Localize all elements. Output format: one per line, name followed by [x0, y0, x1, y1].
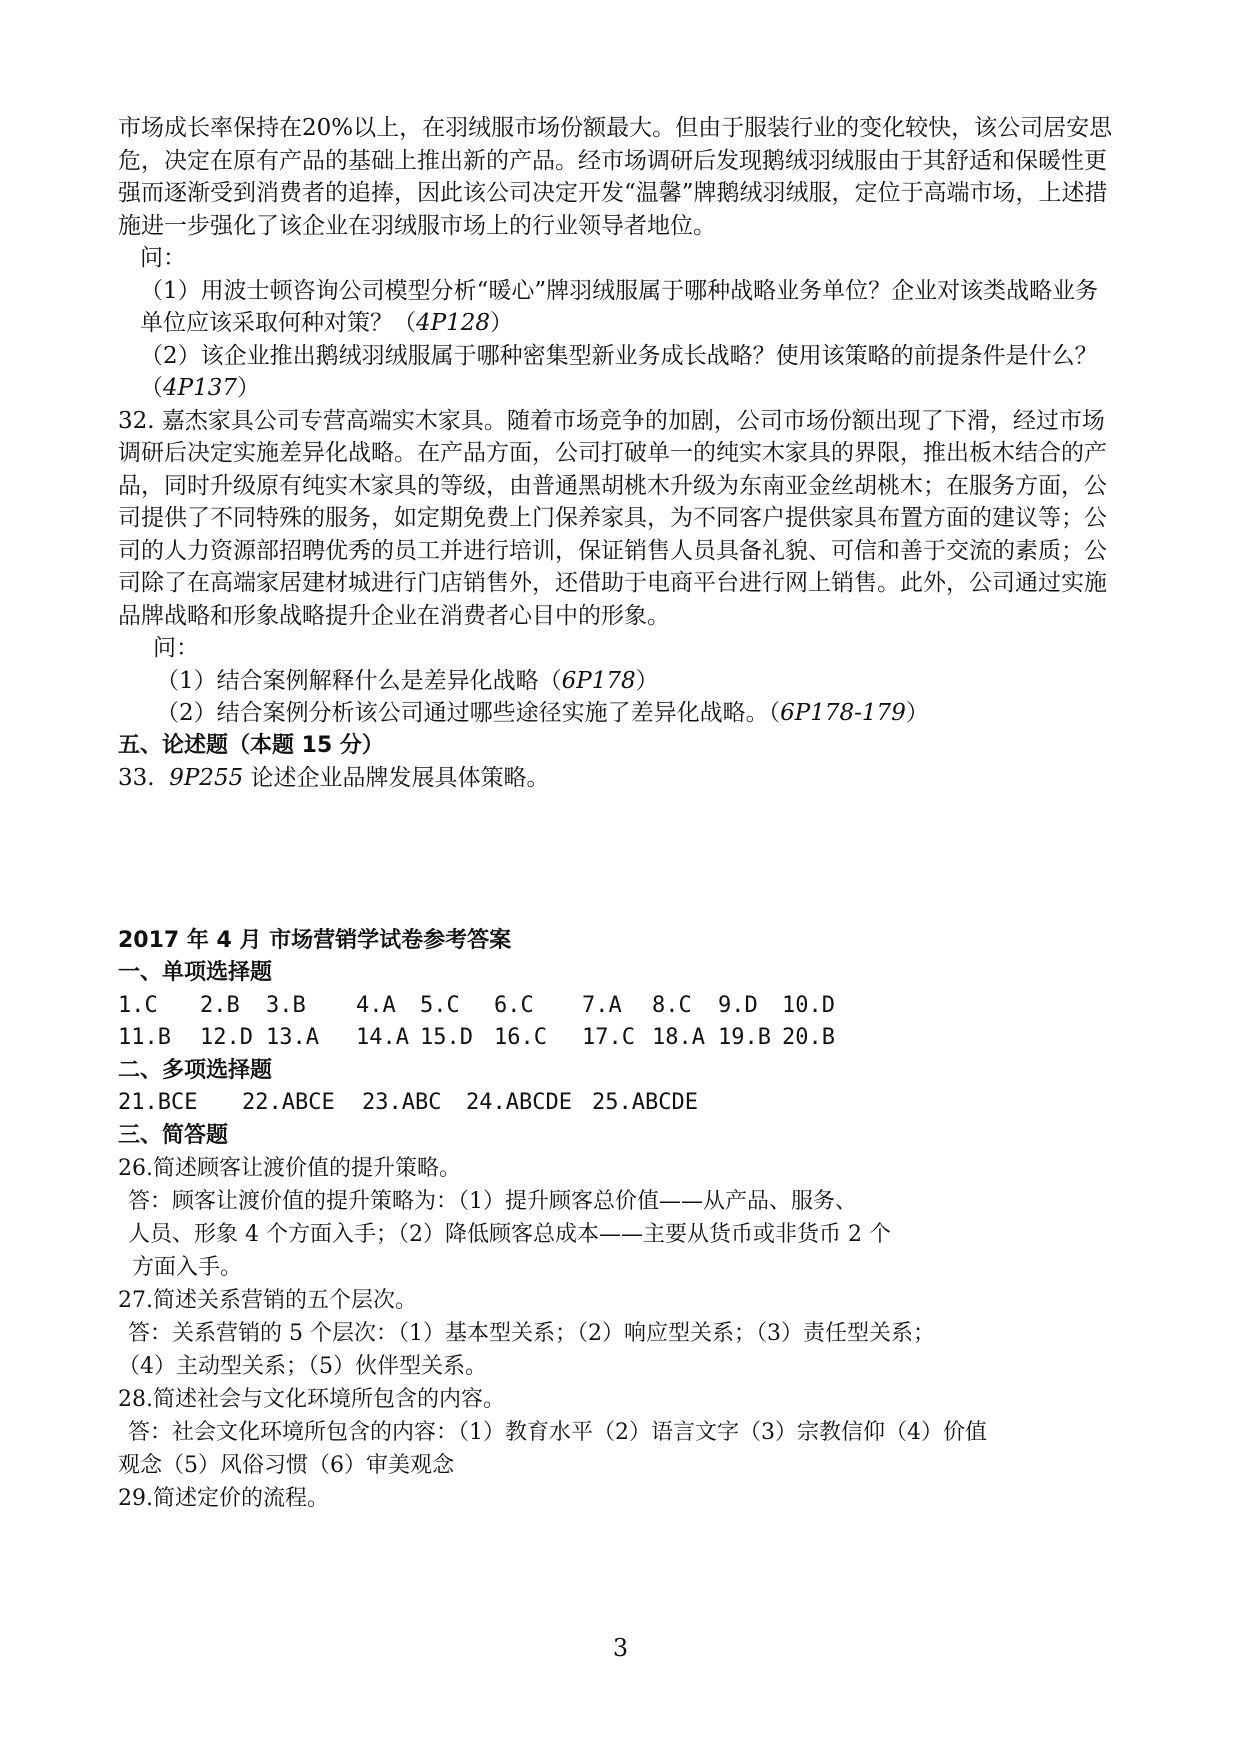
answer-item: 3.B — [266, 992, 306, 1018]
case32-question-1: （1）结合案例解释什么是差异化战略（6P178） — [156, 667, 659, 694]
answer-item: 16.C — [494, 1025, 547, 1050]
answer-row — [118, 990, 1118, 1023]
answer-row — [118, 1022, 1118, 1055]
answer-item: 23.ABC — [362, 1090, 442, 1115]
page-reference: 4P137 — [163, 375, 238, 401]
answer-item: 1.C — [118, 992, 158, 1018]
answer-28-line: 观念（5）风俗习惯（6）审美观念 — [118, 1453, 454, 1478]
answer-item: 4.A — [356, 992, 396, 1018]
question-26: 26.简述顾客让渡价值的提升策略。 — [118, 1156, 461, 1181]
answer-item: 13.A — [266, 1025, 319, 1050]
answer-27-line: 答：关系营销的 5 个层次：（1）基本型关系；（2）响应型关系；（3）责任型关系； — [128, 1321, 935, 1346]
answer-item: 24.ABCDE — [466, 1090, 572, 1115]
section-heading: 五、论述题（本题 15 分） — [118, 732, 384, 758]
page-number: 3 — [612, 1634, 629, 1662]
section-heading: 一、单项选择题 — [118, 960, 273, 985]
page-reference: 6P178 — [561, 667, 636, 694]
answer-item: 18.A — [652, 1025, 705, 1050]
answer-item: 6.C — [494, 992, 534, 1018]
page-reference: 9P255 — [169, 765, 244, 791]
answer-item: 19.B — [718, 1025, 771, 1050]
section-heading: 二、多项选择题 — [118, 1057, 273, 1083]
answer-28-line: 答：社会文化环境所包含的内容：（1）教育水平（2）语言文字（3）宗教信仰（4）价值 — [128, 1420, 987, 1445]
answer-key-title: 2017 年 4 月 市场营销学试卷参考答案 — [118, 927, 512, 953]
case31-question-1: （1）用波士顿咨询公司模型分析“暖心”牌羽绒服属于哪种战略业务单位？企业对该类战略业务单位应该采取何种对策？（4P128） — [140, 277, 1099, 336]
answer-item: 11.B — [118, 1025, 171, 1050]
answer-item: 8.C — [652, 992, 692, 1018]
answer-item: 15.D — [420, 1025, 473, 1050]
case31-ask: 问： — [140, 245, 186, 271]
document-page — [118, 112, 1118, 1515]
question-27: 27.简述关系营销的五个层次。 — [118, 1288, 417, 1313]
answer-item: 7.A — [582, 992, 622, 1018]
question-29: 29.简述定价的流程。 — [118, 1486, 329, 1511]
case31-question-2: （2）该企业推出鹅绒羽绒服属于哪种密集型新业务成长战略？使用该策略的前提条件是什么？（4P137） — [140, 342, 1098, 401]
answer-item: 14.A — [356, 1025, 409, 1050]
answer-item: 20.B — [782, 1025, 835, 1050]
case32-ask: 问： — [153, 635, 199, 661]
answer-26-line: 答：顾客让渡价值的提升策略为：（1）提升顾客总价值——从产品、服务、 — [128, 1189, 857, 1214]
answer-27-line: （4）主动型关系；（5）伙伴型关系。 — [118, 1354, 487, 1379]
answer-item: 10.D — [782, 992, 835, 1018]
section-heading: 三、简答题 — [118, 1122, 229, 1148]
answer-item: 21.BCE — [118, 1090, 198, 1115]
answer-item: 25.ABCDE — [592, 1090, 698, 1115]
answer-item: 2.B — [200, 992, 240, 1018]
answer-item: 12.D — [200, 1025, 253, 1050]
answer-item: 5.C — [420, 992, 460, 1018]
answer-row — [118, 1087, 1118, 1120]
question-33: 33. 9P255 论述企业品牌发展具体策略。 — [118, 765, 550, 791]
case32-text: 32. 嘉杰家具公司专营高端实木家具。随着市场竞争的加剧，公司市场份额出现了下滑，经过市场调研后决定实施差异化战略。在产品方面，公司打破单一的纯实木家具的界限，推出板木结合的产品，同时升级原有纯实木家具的等级，由普通黑胡桃木升级为东南亚金丝胡桃木；在服务方面，公司提供了不同特殊的服务，如定期免费上门保养家具，为不同客户提供家具布置方面的建议等；公司的人力资源部招聘优秀的员工并进行培训，保证销售人员具备礼貌、可信和善于交流的素质；公司除了在高端家居建材城进行门店销售外，还借助于电商平台进行网上销售。此外，公司通过实施品牌战略和形象战略提升企业在消费者心目中的形象。 — [118, 407, 1107, 629]
answer-item: 22.ABCE — [242, 1090, 335, 1115]
case31-text: 市场成长率保持在20%以上，在羽绒服市场份额最大。但由于服装行业的变化较快，该公司居安思危，决定在原有产品的基础上推出新的产品。经市场调研后发现鹅绒羽绒服由于其舒适和保暖性更强而逐渐受到消费者的追捧，因此该公司决定开发“温馨”牌鹅绒羽绒服，定位于高端市场，上述措施进一步强化了该企业在羽绒服市场上的行业领导者地位。 — [118, 115, 1113, 239]
answer-item: 9.D — [718, 992, 758, 1018]
page-reference: 4P128 — [416, 310, 491, 336]
question-28: 28.简述社会与文化环境所包含的内容。 — [118, 1387, 505, 1412]
case32-question-2: （2）结合案例分析该公司通过哪些途径实施了差异化战略。（6P178-179） — [156, 700, 929, 726]
answer-26-line: 人员、形象 4 个方面入手；（2）降低顾客总成本——主要从货币或非货币 2 个 — [128, 1222, 891, 1247]
answer-item: 17.C — [582, 1025, 635, 1050]
page-reference: 6P178-179 — [780, 700, 906, 726]
answer-26-line: 方面入手。 — [132, 1255, 243, 1280]
